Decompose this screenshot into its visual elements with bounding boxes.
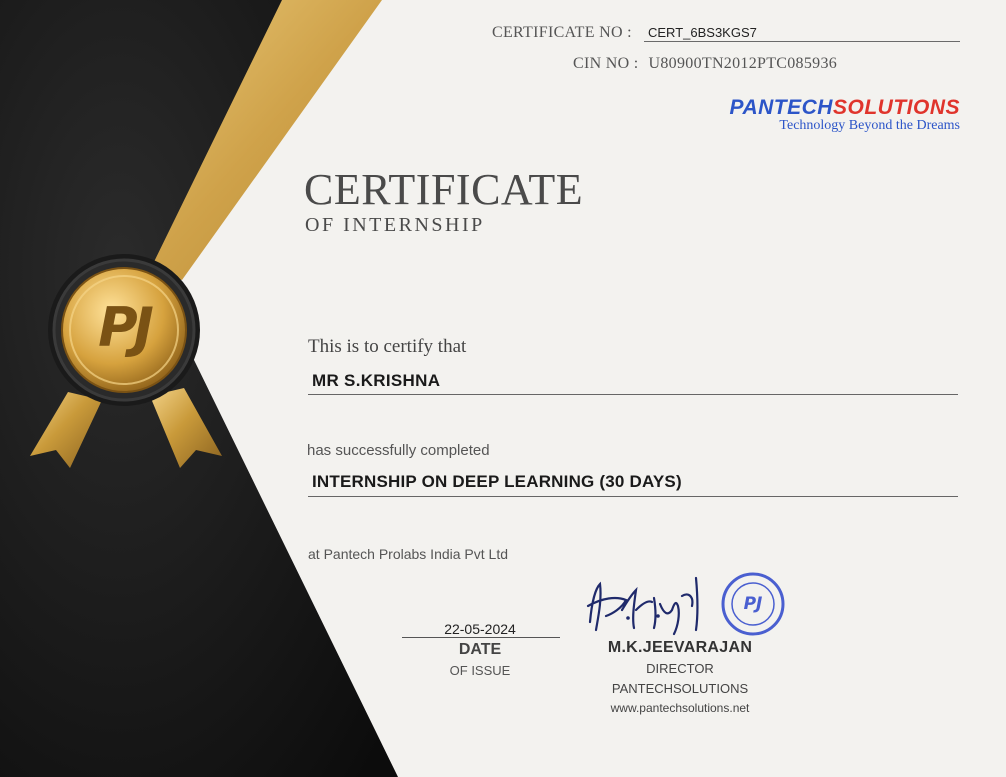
date-underline	[402, 637, 560, 638]
certificate-number	[492, 24, 962, 44]
signer-role: DIRECTOR	[646, 661, 714, 676]
recipient-underline	[308, 394, 958, 395]
cin-label: CIN NO :	[573, 55, 639, 72]
course-name: INTERNSHIP ON DEEP LEARNING (30 DAYS)	[312, 472, 682, 491]
cin-number	[573, 55, 837, 73]
completed-text: has successfully completed	[307, 442, 490, 459]
date-label: DATE	[458, 641, 502, 658]
cert-no-value: CERT_6BS3KGS7	[648, 25, 757, 40]
course-underline	[308, 496, 958, 497]
logo-name: PANTECHSOLUTIONS	[729, 96, 960, 119]
signer-name: M.K.JEEVARAJAN	[607, 639, 753, 656]
issue-date: 22-05-2024	[444, 621, 516, 637]
cert-no-underline	[644, 41, 960, 42]
company-text: at Pantech Prolabs India Pvt Ltd	[308, 546, 509, 562]
company-seal: PJ	[743, 594, 763, 614]
cin-value: U80900TN2012PTC085936	[648, 55, 838, 72]
company-logo	[729, 96, 962, 138]
cert-no-label: CERTIFICATE NO :	[492, 24, 632, 41]
signer-org: PANTECHSOLUTIONS	[611, 681, 749, 696]
director-signature	[582, 570, 722, 640]
recipient-name: MR S.KRISHNA	[312, 371, 441, 390]
certificate-title: CERTIFICATE	[304, 165, 584, 214]
signer-website: www.pantechsolutions.net	[610, 701, 750, 715]
logo-tagline: Technology Beyond the Dreams	[779, 118, 960, 133]
certify-text: This is to certify that	[308, 336, 467, 357]
medal-monogram: PJ	[98, 296, 150, 359]
certificate-subtitle: OF INTERNSHIP	[305, 214, 485, 236]
date-sublabel: OF ISSUE	[449, 663, 511, 678]
